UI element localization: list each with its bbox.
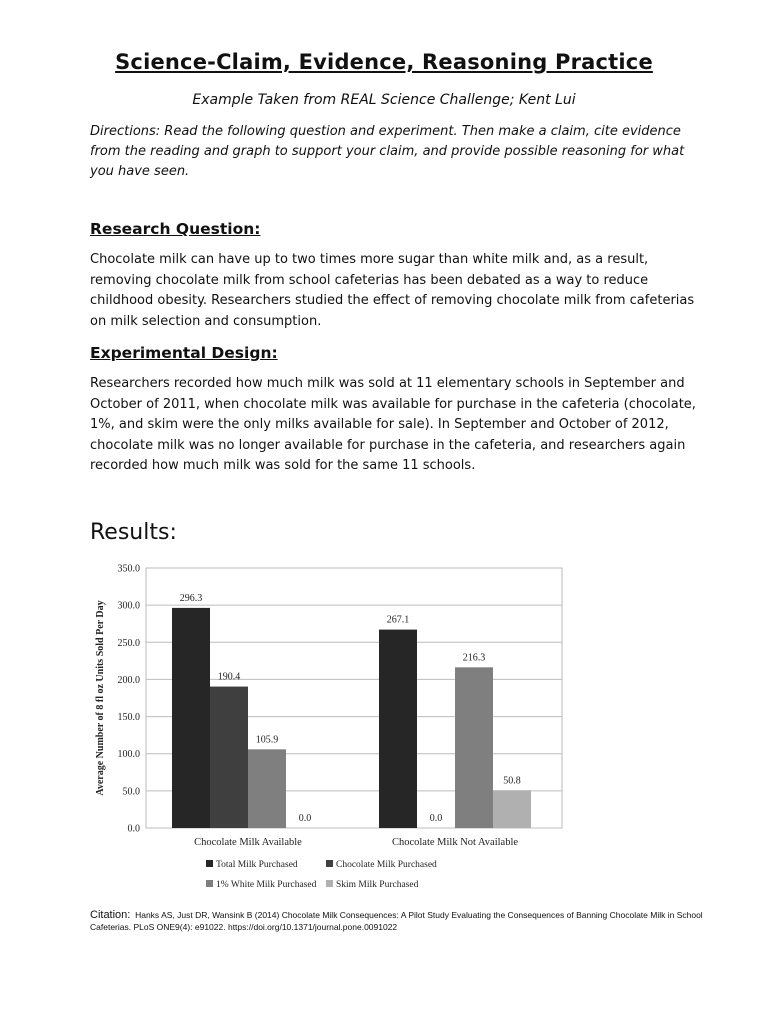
legend-swatch [326, 860, 333, 867]
data-label: 0.0 [298, 813, 312, 824]
x-category-label: Chocolate Milk Not Available [391, 837, 519, 848]
research-question-heading: Research Question: [90, 220, 261, 238]
bar [248, 749, 286, 828]
research-question-text: Chocolate milk can have up to two times more sugar than white milk and, as a result, removing chocolate milk from school cafeterias has been debated as a way to reduce childhood obesity. Researchers studied the effect of removing chocolate milk from cafeterias on milk selection and consumption. [90, 252, 695, 329]
legend-label: Chocolate Milk Purchased [336, 860, 437, 870]
subtitle: Example Taken from REAL Science Challenge; Kent Lui [192, 92, 576, 108]
x-category-label: Chocolate Milk Available [194, 837, 302, 848]
legend-label: Total Milk Purchased [216, 860, 298, 870]
bar [493, 790, 531, 828]
results-heading: Results: [90, 520, 177, 545]
y-tick-label: 200.0 [117, 674, 140, 686]
y-tick-label: 250.0 [117, 637, 140, 649]
bar [210, 687, 248, 828]
y-axis-label: Average Number of 8 fl oz Units Sold Per Day [95, 600, 106, 796]
page-title: Science-Claim, Evidence, Reasoning Practice [115, 50, 653, 74]
data-label: 190.4 [217, 671, 241, 683]
y-tick-label: 50.0 [122, 786, 140, 798]
data-label: 105.9 [255, 734, 279, 746]
y-tick-label: 300.0 [117, 600, 140, 612]
citation-label: Citation: [90, 909, 131, 921]
legend-label: Skim Milk Purchased [336, 880, 419, 890]
data-label: 267.1 [386, 614, 410, 626]
milk-sales-bar-chart [88, 556, 568, 901]
citation [90, 910, 710, 933]
experimental-design-text: Researchers recorded how much milk was sold at 11 elementary schools in September and October of 2011, when chocolate milk was available for purchase in the cafeteria (chocolate, 1%, and skim were the only milks available for sale). In September and October of 2012, chocolate milk was no longer available for purchase in the cafeteria, and researchers again recorded how much milk was sold for the same 11 schools. [90, 376, 696, 473]
experimental-design-heading: Experimental Design: [90, 344, 278, 362]
y-tick-label: 350.0 [117, 563, 140, 575]
data-label: 0.0 [429, 813, 443, 824]
citation-text: Hanks AS, Just DR, Wansink B (2014) Chocolate Milk Consequences: A Pilot Study Evaluating the Consequences of Banning Chocolate Milk in School Cafeterias. PLoS ONE9(4): e91022. https://doi.org/10.1371/journal.pone.0091022 [90, 910, 703, 932]
y-tick-label: 150.0 [117, 712, 140, 724]
bar [455, 667, 493, 828]
bar [172, 608, 210, 828]
data-label: 216.3 [462, 652, 486, 664]
y-tick-label: 100.0 [117, 749, 140, 761]
data-label: 296.3 [179, 592, 203, 604]
legend-swatch [326, 880, 333, 887]
legend-swatch [206, 880, 213, 887]
legend-label: 1% White Milk Purchased [216, 880, 317, 890]
y-tick-label: 0.0 [127, 823, 140, 835]
data-label: 50.8 [503, 775, 521, 787]
bar [379, 630, 417, 828]
legend-swatch [206, 860, 213, 867]
directions-text: Directions: Read the following question and experiment. Then make a claim, cite evidence from the reading and graph to support your claim, and provide possible reasoning for what you have seen. [90, 124, 685, 179]
